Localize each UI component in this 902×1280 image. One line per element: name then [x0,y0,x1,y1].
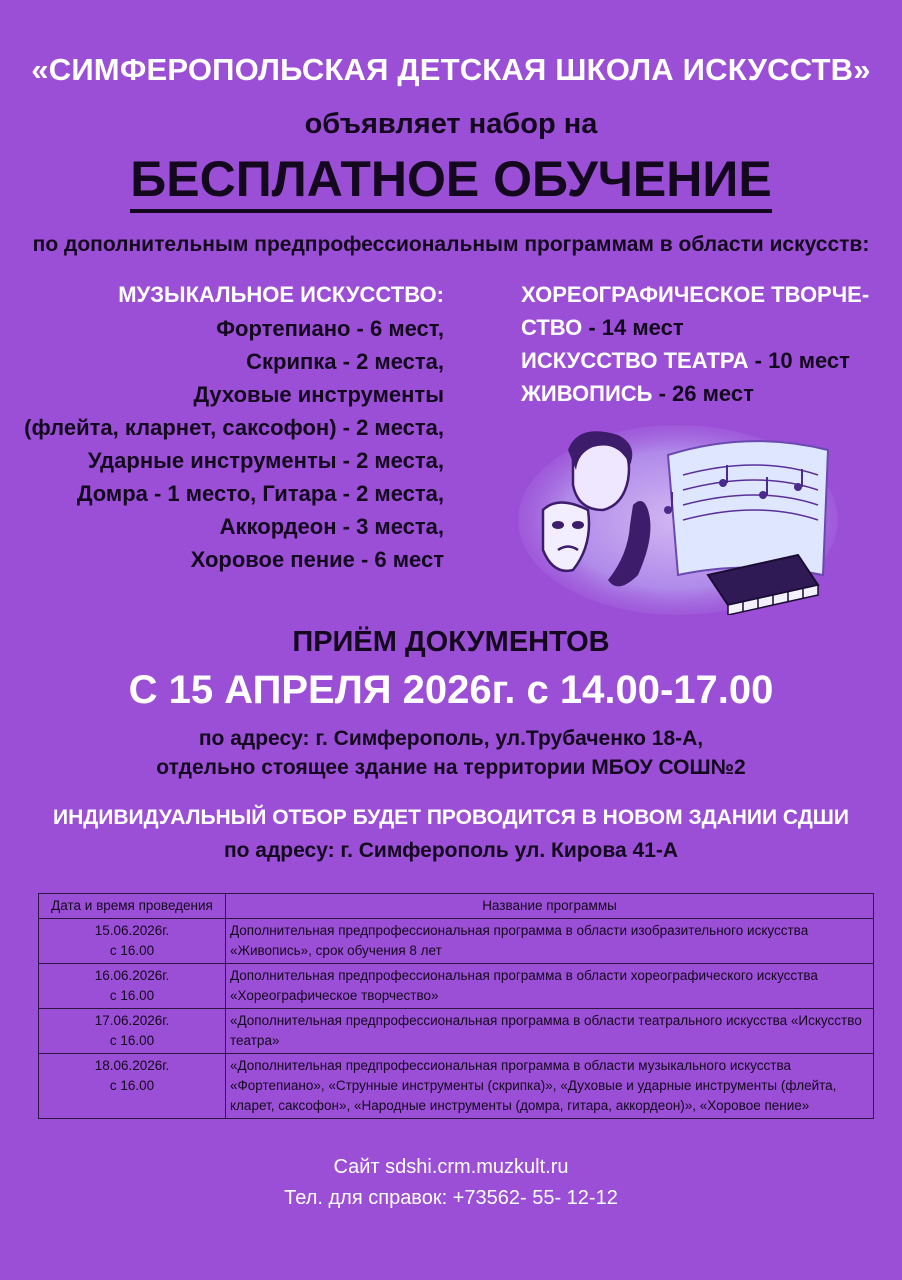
painting-count: - 26 мест [652,381,754,406]
row-date-cell [39,1009,226,1054]
documents-title: ПРИЁМ ДОКУМЕНТОВ [292,626,610,658]
other-programs [521,278,881,410]
row-program: «Дополнительная предпрофессиональная программа в области театрального искусства «Искусство театра» [226,1009,874,1054]
header-program: Название программы [226,894,874,919]
row-date-cell [39,919,226,964]
music-item: Духовые инструменты [193,382,444,407]
row-date: 16.06.2026г. [94,968,170,983]
selection-title: ИНДИВИДУАЛЬНЫЙ ОТБОР БУДЕТ ПРОВОДИТСЯ В НОВОМ ЗДАНИИ СДШИ [53,806,849,829]
phone-number[interactable]: Тел. для справок: +73562- 55- 12-12 [284,1187,618,1209]
row-time: с 16.00 [109,988,155,1003]
free-education-title [0,150,902,208]
school-name: «СИМФЕРОПОЛЬСКАЯ ДЕТСКАЯ ШКОЛА ИСКУССТВ» [31,52,871,87]
music-item: Аккордеон - 3 места, [219,514,444,539]
header-date: Дата и время проведения [39,894,226,919]
music-item: Ударные инструменты - 2 места, [87,448,444,473]
row-date-cell [39,1054,226,1119]
row-time: с 16.00 [109,1033,155,1048]
table-header-row [39,894,874,919]
selection-address: по адресу: г. Симферополь ул. Кирова 41-А [223,839,679,862]
table-row [39,1009,874,1054]
programs-subtitle: по дополнительным предпрофессиональным программам в области искусств: [32,233,870,256]
row-time: с 16.00 [109,1078,155,1093]
choreo-line2 [521,311,881,344]
music-item: Хоровое пение - 6 мест [190,547,444,572]
table-row [39,919,874,964]
row-time: с 16.00 [109,943,155,958]
table-row [39,1054,874,1119]
painting-label: ЖИВОПИСЬ [521,381,653,406]
row-date-cell [39,964,226,1009]
documents-address-line2: отдельно стоящее здание на территории МБОУ СОШ№2 [156,756,746,779]
choreo-count: - 14 мест [582,315,684,340]
row-date: 18.06.2026г. [94,1058,170,1073]
schedule-table [38,893,874,1119]
music-item: Фортепиано - 6 мест, [216,316,444,341]
choreo-line1: ХОРЕОГРАФИЧЕСКОЕ ТВОРЧЕ- [521,282,870,307]
row-date: 15.06.2026г. [94,923,170,938]
music-item: (флейта, кларнет, саксофон) - 2 места, [24,415,444,440]
choreo-label: СТВО [521,315,583,340]
music-item: Домра - 1 место, Гитара - 2 места, [76,481,444,506]
theatre-line [521,344,881,377]
documents-date: С 15 АПРЕЛЯ 2026г. с 14.00-17.00 [128,668,774,712]
row-program: Дополнительная предпрофессиональная программа в области изобразительного искусства «Живопись», срок обучения 8 лет [226,919,874,964]
music-item: Скрипка - 2 места, [246,349,444,374]
row-program: Дополнительная предпрофессиональная программа в области хореографического искусства «Хореографическое творчество» [226,964,874,1009]
theatre-masks-illustration [518,425,838,615]
table-row [39,964,874,1009]
documents-address-line1: по адресу: г. Симферополь, ул.Трубаченко 18-А, [198,727,704,750]
row-program: «Дополнительная предпрофессиональная программа в области музыкального искусства «Фортепиано», «Струнные инструменты (скрипка)», «Духовые и ударные инструменты (флейта, кларет, саксофон», «Народные инструменты (домра, гитара, аккордеон)», «Хоровое пение» [226,1054,874,1119]
painting-line [521,377,881,410]
music-title: МУЗЫКАЛЬНОЕ ИСКУССТВО: [118,282,444,307]
theatre-count: - 10 мест [748,348,850,373]
free-education-label: БЕСПЛАТНОЕ ОБУЧЕНИЕ [130,151,771,213]
website-link[interactable]: Сайт sdshi.crm.muzkult.ru [333,1156,569,1178]
theatre-label: ИСКУССТВО ТЕАТРА [521,348,749,373]
announce-text: объявляет набор на [304,108,598,140]
music-programs [24,278,444,576]
row-date: 17.06.2026г. [94,1013,170,1028]
